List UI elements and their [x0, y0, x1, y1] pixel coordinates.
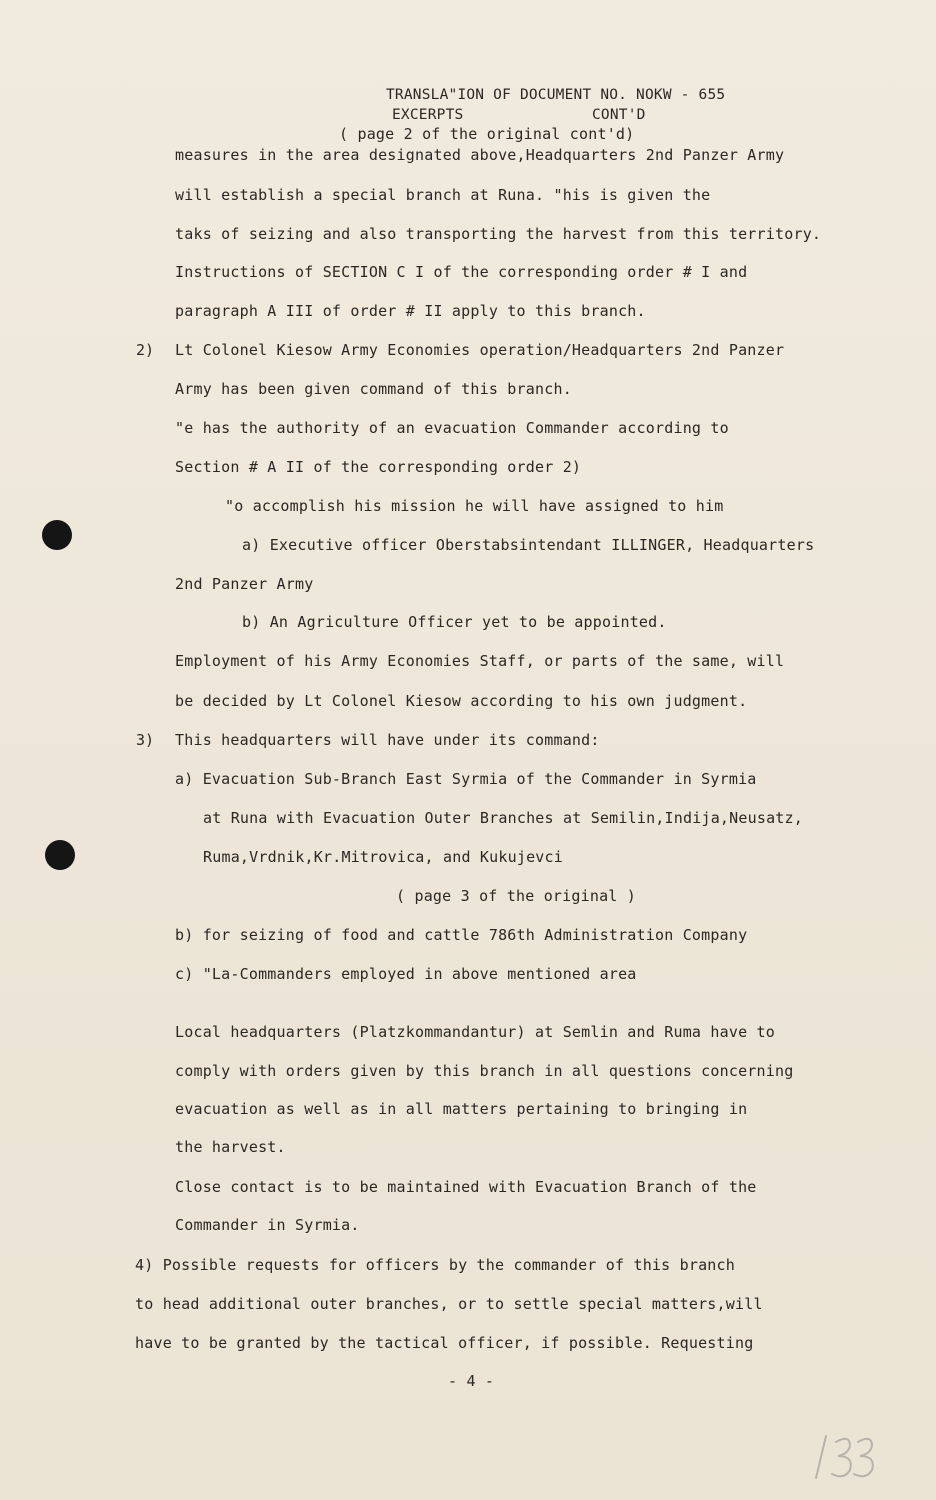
list-item: a) Executive officer Oberstabsintendant ILLINGER, Headquarters	[242, 536, 815, 554]
body-line: 2nd Panzer Army	[175, 575, 314, 593]
body-line: evacuation as well as in all matters pertaining to bringing in	[175, 1100, 748, 1118]
body-line: Local headquarters (Platzkommandantur) at Semlin and Ruma have to	[175, 1023, 775, 1041]
body-line: measures in the area designated above,Headquarters 2nd Panzer Army	[175, 146, 785, 164]
list-item: b) for seizing of food and cattle 786th Administration Company	[175, 926, 748, 944]
punch-hole	[45, 840, 75, 870]
body-line: be decided by Lt Colonel Kiesow according to his own judgment.	[175, 692, 748, 710]
original-page-reference: ( page 3 of the original )	[396, 887, 636, 905]
body-line: will establish a special branch at Runa. "his is given the	[175, 186, 711, 204]
list-item: a) Evacuation Sub-Branch East Syrmia of the Commander in Syrmia	[175, 770, 757, 788]
body-line: to head additional outer branches, or to settle special matters,will	[135, 1295, 763, 1313]
body-line: the harvest.	[175, 1138, 286, 1156]
punch-hole	[42, 520, 72, 550]
body-line: Lt Colonel Kiesow Army Economies operation/Headquarters 2nd Panzer	[175, 341, 785, 359]
continued-label: CONT'D	[592, 107, 646, 123]
handwritten-folio-number	[812, 1432, 882, 1482]
body-line: at Runa with Evacuation Outer Branches at Semilin,Indija,Neusatz,	[203, 809, 803, 827]
document-title: TRANSLA"ION OF DOCUMENT NO. NOKW - 655	[386, 87, 726, 103]
original-page-reference: ( page 2 of the original cont'd)	[339, 125, 635, 143]
body-line: Instructions of SECTION C I of the corresponding order # I and	[175, 263, 748, 281]
body-line: paragraph A III of order # II apply to this branch.	[175, 302, 646, 320]
body-line: Employment of his Army Economies Staff, or parts of the same, will	[175, 652, 785, 670]
body-line: "o accomplish his mission he will have assigned to him	[225, 497, 724, 515]
list-item: b) An Agriculture Officer yet to be appointed.	[242, 613, 667, 631]
body-line: Ruma,Vrdnik,Kr.Mitrovica, and Kukujevci	[203, 848, 563, 866]
excerpts-label: EXCERPTS	[392, 107, 464, 123]
paragraph-number: 3)	[136, 731, 155, 749]
body-line: Commander in Syrmia.	[175, 1216, 360, 1234]
body-line: have to be granted by the tactical officer, if possible. Requesting	[135, 1334, 754, 1352]
list-item: c) "La-Commanders employed in above mentioned area	[175, 965, 637, 983]
body-line: 4) Possible requests for officers by the commander of this branch	[135, 1256, 735, 1274]
body-line: Army has been given command of this branch.	[175, 380, 572, 398]
body-line: This headquarters will have under its command:	[175, 731, 600, 749]
body-line: "e has the authority of an evacuation Commander according to	[175, 419, 729, 437]
body-line: taks of seizing and also transporting the harvest from this territory.	[175, 225, 822, 243]
body-line: comply with orders given by this branch in all questions concerning	[175, 1062, 794, 1080]
page-number: - 4 -	[448, 1372, 495, 1390]
paragraph-number: 2)	[136, 341, 155, 359]
body-line: Section # A II of the corresponding order 2)	[175, 458, 582, 476]
body-line: Close contact is to be maintained with Evacuation Branch of the	[175, 1178, 757, 1196]
